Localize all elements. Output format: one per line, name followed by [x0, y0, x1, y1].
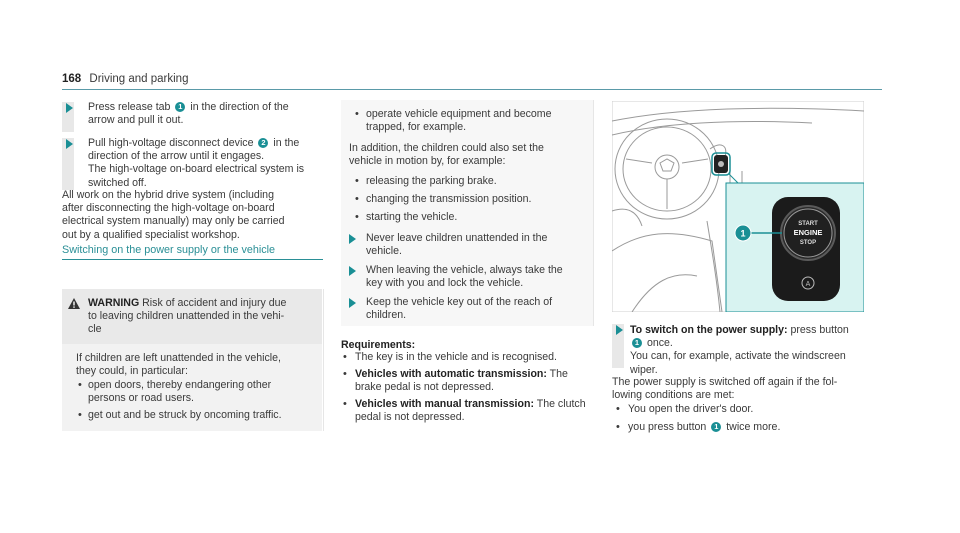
warning-bullet: get out and be struck by oncoming traffic. — [88, 409, 282, 421]
motion-note: In addition, the children could also set the vehicle in motion by, for example: — [349, 142, 544, 168]
button-label-stop: STOP — [799, 240, 817, 246]
bullet-dot: • — [355, 211, 359, 223]
column-divider — [323, 289, 324, 431]
switch-off-note: The power supply is switched off again if the fol- lowing conditions are met: — [612, 376, 838, 402]
page-header — [62, 73, 188, 86]
warning-label: WARNING — [88, 297, 140, 309]
bullet-dot: • — [343, 351, 347, 363]
motion-bullet: changing the transmission position. — [366, 193, 532, 205]
section-title: Switching on the power supply or the vehicle — [62, 244, 276, 256]
step-arrow-icon — [349, 234, 356, 244]
warning-step: Keep the vehicle key out of the reach of children. — [366, 296, 553, 322]
button-label-engine: ENGINE — [793, 228, 823, 237]
warning-bullet: open doors, thereby endangering other persons or road users. — [88, 379, 272, 405]
step-arrow-icon — [349, 298, 356, 308]
warning-step: When leaving the vehicle, always take the key with you and lock the vehicle. — [366, 264, 563, 290]
requirement-item: Vehicles with automatic transmission: The brake pedal is not depressed. — [355, 368, 568, 394]
callout-2-badge: 2 — [258, 138, 268, 148]
requirement-item: The key is in the vehicle and is recognised. — [355, 351, 557, 363]
warning-bullet: operate vehicle equipment and become trapped, for example. — [366, 108, 552, 134]
warning-intro: If children are left unattended in the vehicle, they could, in particular: — [76, 352, 281, 378]
requirement-item: Vehicles with manual transmission: The clutch pedal is not depressed. — [355, 398, 586, 424]
step-arrow-icon — [66, 139, 73, 149]
header-rule — [62, 89, 882, 90]
bullet-dot: • — [616, 421, 620, 433]
step-arrow-icon — [66, 103, 73, 113]
start-button-illustration — [612, 101, 864, 312]
callout-1-badge: 1 — [711, 422, 721, 432]
step-2: Pull high-voltage disconnect device 2 in the direction of the arrow until it engages. The high-voltage on-board electrical system is switched off. — [88, 137, 305, 189]
step-arrow-icon — [349, 266, 356, 276]
callout-1-badge: 1 — [175, 102, 185, 112]
motion-bullet: starting the vehicle. — [366, 211, 458, 223]
warning-step: Never leave children unattended in the vehicle. — [366, 232, 548, 258]
callout-1-badge: 1 — [632, 338, 642, 348]
svg-text:A: A — [805, 281, 811, 288]
step-arrow-icon — [616, 325, 623, 335]
requirements-title: Requirements: — [341, 339, 416, 351]
switch-off-bullet: You open the driver's door. — [628, 403, 754, 415]
motion-bullet: releasing the parking brake. — [366, 175, 497, 187]
switch-on-step: To switch on the power supply: press button 1 once. You can, for example, activate the windscreen wiper. — [630, 324, 849, 376]
bullet-dot: • — [343, 398, 347, 410]
bullet-dot: • — [355, 108, 359, 120]
section-name: Driving and parking — [89, 73, 189, 85]
bullet-dot: • — [78, 379, 82, 391]
warning-text: WARNING Risk of accident and injury due to leaving children unattended in the vehi- cle — [88, 297, 287, 336]
bullet-dot: • — [355, 175, 359, 187]
image-callout-1: 1 — [740, 228, 746, 239]
bullet-dot: • — [355, 193, 359, 205]
bullet-dot: • — [78, 409, 82, 421]
section-rule — [62, 259, 323, 260]
bullet-dot: • — [616, 403, 620, 415]
bullet-dot: • — [343, 368, 347, 380]
switch-off-bullet: you press button 1 twice more. — [628, 421, 781, 433]
warning-triangle-icon — [68, 298, 80, 309]
column-divider — [593, 100, 594, 326]
hybrid-note: All work on the hybrid drive system (including after disconnecting the high-voltage on-board electrical system manually) may only be carried out by a qualified specialist workshop. — [62, 189, 285, 241]
button-label-start: START — [798, 221, 818, 227]
page-number: 168 — [62, 73, 82, 85]
step-1: Press release tab 1 in the direction of the arrow and pull it out. — [88, 101, 289, 127]
